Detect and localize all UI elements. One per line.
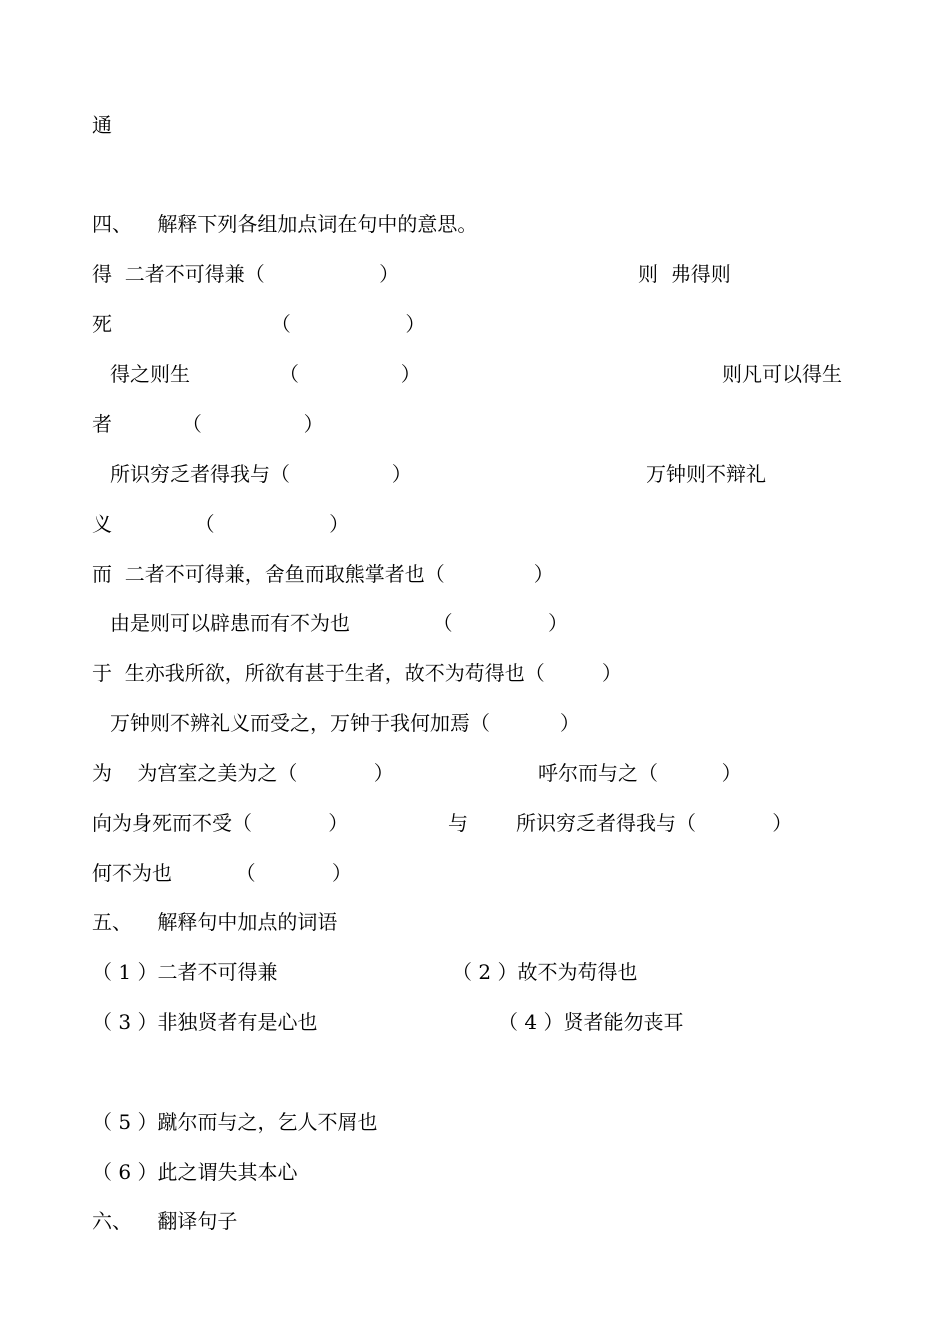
wei-row3: 何不为也 （ ）	[92, 861, 352, 885]
er-row2: 由是则可以辟患而有不为也 （ ）	[110, 611, 569, 635]
de-row3-c: 义 （ ）	[92, 512, 350, 536]
de-row3-a: 所识穷乏者得我与（ ）	[110, 462, 412, 486]
section-6-heading: 六、 翻译句子	[92, 1209, 238, 1233]
de-row2-b: 则凡可以得生	[722, 362, 842, 386]
q5-item-6: （ 6 ）此之谓失其本心	[92, 1160, 298, 1184]
q5-item-3: （ 3 ）非独贤者有是心也	[92, 1010, 318, 1034]
de-row1-b: 则 弗得则	[638, 262, 731, 286]
de-row3-b: 万钟则不辩礼	[646, 462, 766, 486]
q5-item-4: （ 4 ）贤者能勿丧耳	[498, 1010, 684, 1034]
carry-over-text: 通	[92, 113, 112, 137]
de-row2-c: 者 （ ）	[92, 412, 324, 436]
de-row1-a: 得 二者不可得兼（ ）	[92, 262, 400, 286]
q5-item-5: （ 5 ）蹴尔而与之，乞人不屑也	[92, 1110, 378, 1134]
wei-row1-a: 为 为宫室之美为之（ ）	[92, 761, 394, 785]
yu-row1: 于 生亦我所欲，所欲有甚于生者，故不为苟得也（ ）	[92, 661, 622, 685]
de-row2-a: 得之则生 （ ）	[110, 362, 421, 386]
er-row1: 而 二者不可得兼，舍鱼而取熊掌者也（ ）	[92, 562, 554, 586]
de-row1-c: 死 （ ）	[92, 312, 426, 336]
q5-item-2: （ 2 ）故不为苟得也	[452, 960, 638, 984]
wei-row1-b: 呼尔而与之（ ）	[538, 761, 742, 785]
q5-item-1: （ 1 ）二者不可得兼	[92, 960, 278, 984]
section-4-heading: 四、 解释下列各组加点词在句中的意思。	[92, 212, 478, 236]
section-5-heading: 五、 解释句中加点的词语	[92, 910, 338, 934]
yu-row2: 万钟则不辨礼义而受之，万钟于我何加焉（ ）	[110, 711, 580, 735]
wei-row2-a: 向为身死而不受（ ）	[92, 811, 349, 835]
wei-row2-b: 与	[448, 811, 468, 835]
wei-row2-c: 所识穷乏者得我与（ ）	[516, 811, 793, 835]
